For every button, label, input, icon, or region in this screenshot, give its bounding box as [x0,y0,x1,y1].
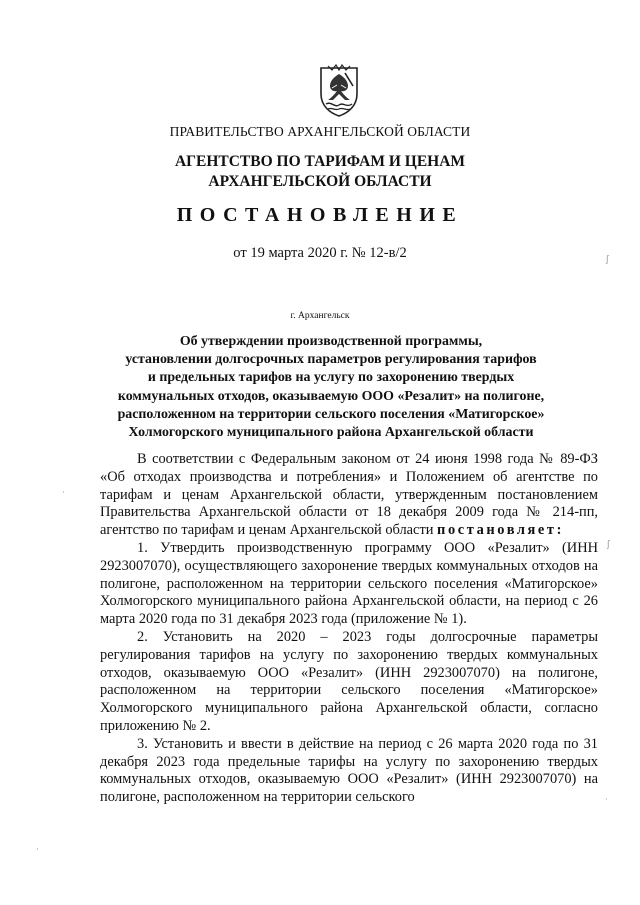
scan-artifact: ʃ [607,540,611,550]
intro-paragraph [100,451,598,540]
agency-name [0,152,640,192]
title-line: коммунальных отходов, оказываемую ООО «Резалит» на полигоне, [117,388,545,404]
document-title [86,333,576,442]
scan-artifact: ʃ [606,255,610,265]
document-body [100,451,598,807]
scan-artifact: · [605,795,608,805]
document-city: г. Архангельск [290,311,350,321]
document-date-number: от 19 марта 2020 г. № 12-в/2 [233,245,407,261]
agency-name-line-1: АГЕНТСТВО ПО ТАРИФАМ И ЦЕНАМ [174,153,466,170]
title-line: Об утверждении производственной программы, [179,334,483,349]
title-line: и предельных тарифов на услугу по захоронению твердых [147,370,515,386]
title-line: установлении долгосрочных параметров регулирования тарифов [125,352,537,368]
resolves-word: постановляет: [437,522,564,539]
paragraph-item-2: 2. Установить на 2020 – 2023 годы долгосрочные параметры регулирования тарифов на услугу по захоронению твердых коммунальных отходов, оказываемую ООО «Резалит» (ИНН 2923007070) на полигоне, расположенном на территории сельского поселения «Матигорское» Холмогорского муниципального района Архангельской области, согласно приложению № 2. [100,628,598,734]
scan-artifact: · [36,845,39,855]
scan-artifact: · [62,488,65,498]
title-line: Холмогорского муниципального района Архангельской области [128,425,534,441]
title-line: расположенном на территории сельского поселения «Матигорское» [117,406,545,422]
paragraph-item-1: 1. Утвердить производственную программу ООО «Резалит» (ИНН 2923007070), осуществляющего захоронение твердых коммунальных отходов на полигоне, расположенном на территории сельского поселения «Матигорское» Холмогорского муниципального района Архангельской области, на период с 26 марта 2020 года по 31 декабря 2023 года (приложение № 1). [100,539,598,628]
coat-of-arms-icon [318,64,360,118]
intro-text: В соответствии с Федеральным законом от 24 июня 1998 года № 89-ФЗ «Об отходах производства и потребления» и Положением об агентстве по тарифам и ценам Архангельской области, утвержденным постановлением Правительства Архангельской области от 18 декабря 2009 года № 214-пп, агентство по тарифам и ценам Архангельской области [100,451,598,539]
paragraph-item-3: 3. Установить и ввести в действие на период с 26 марта 2020 года по 31 декабря 2023 года предельные тарифы на услугу по захоронению твердых коммунальных отходов, оказываемую ООО «Резалит» (ИНН 2923007070) на полигоне, расположенном на территории сельского [100,735,598,806]
government-name: ПРАВИТЕЛЬСТВО АРХАНГЕЛЬСКОЙ ОБЛАСТИ [169,124,471,139]
document-type: ПОСТАНОВЛЕНИЕ [176,204,464,226]
agency-name-line-2: АРХАНГЕЛЬСКОЙ ОБЛАСТИ [208,173,432,190]
